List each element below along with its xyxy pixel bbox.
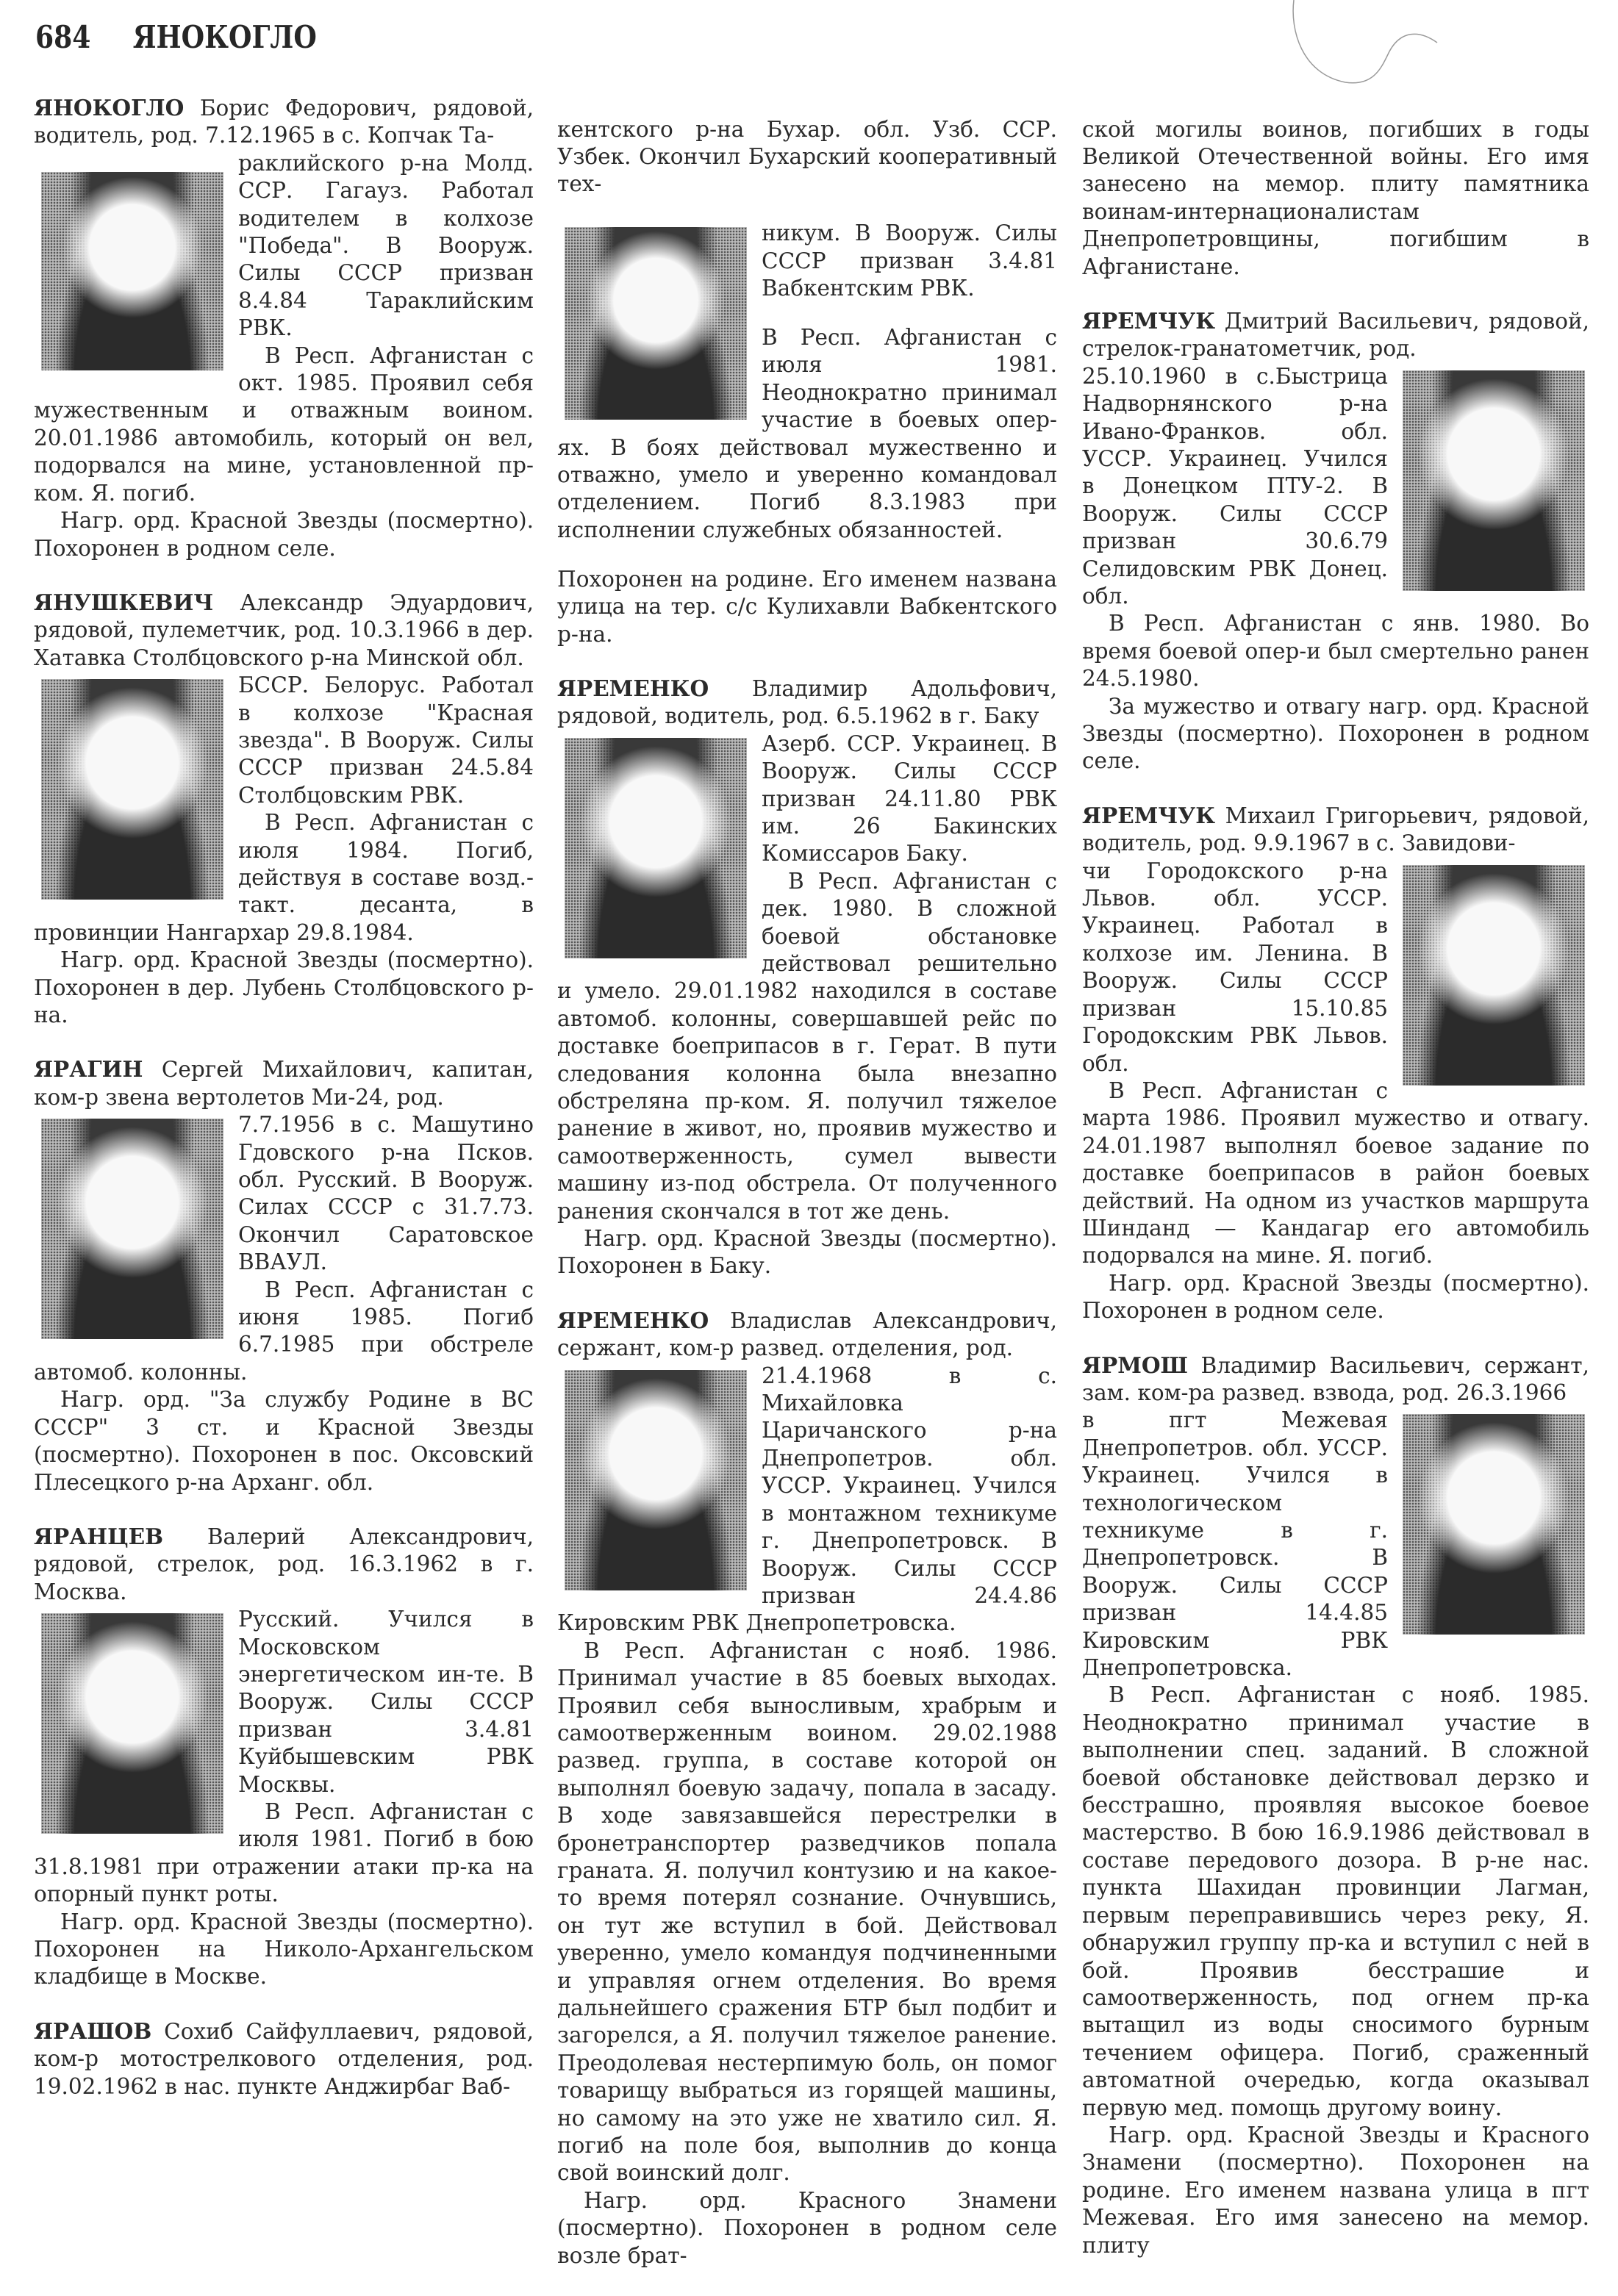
entry-service: В Респ. Афганистан с июля 1981. Неоднократно принимал участие в боевых опер-ях. В боях действовал мужественно и отважно, умело и уверенно командовал отделением. Погиб 8.3.1983 при исполнении служебных обязанностей. [557, 324, 1057, 542]
entry-awards: Нагр. орд. Красной Звезды (посмертно). Похоронен на Николо-Архангельском кладбище в Москве. [34, 1909, 534, 1990]
entry-lead: 7.7.1956 в с. Машутино Гдовского р-на Псков. обл. Русский. В Вооруж. Силах СССР с 31.7.73. Окончил Саратовское ВВАУЛ. [238, 1112, 534, 1275]
entry-lead: 21.4.1968 в с. Михайловка Царичанского р-на Днепропетров. обл. УССР. Украинец. Учился в монтажном техникуме г. Днепропетровск. В Вооруж. Силы СССР призван 24.4.86 Кировским РВК Днепропетровска. [557, 1363, 1057, 1636]
entry-yaragin [34, 1055, 534, 1496]
column-2 [557, 94, 1057, 2296]
entry-lead: никум. В Вооруж. Силы СССР призван 3.4.81 Вабкентским РВК. [762, 220, 1057, 301]
entry-yarmosh [1082, 1352, 1589, 2259]
entry-surname: ЯРАШОВ [34, 2017, 152, 2044]
entry-surname: ЯРАГИН [34, 1056, 143, 1083]
entry-lead-start: Владимир Васильевич, сержант, зам. ком-ра развед. взвода, род. 26.3.1966 [1082, 1352, 1589, 1405]
entry-awards: За мужество и отвагу нагр. орд. Красной Звезды (посмертно). Похоронен в родном селе. [1082, 693, 1589, 774]
entry-yarashov-continued [557, 116, 1057, 648]
entry-lead: Русский. Учился в Московском энергетическом ин-те. В Вооруж. Силы СССР призван 3.4.81 Куйбышевским РВК Москвы. [238, 1607, 534, 1797]
entry-awards: Нагр. орд. Красной Звезды (посмертно). Похоронен в родном селе. [34, 508, 534, 561]
entry-lead: в пгт Межевая Днепропетров. обл. УССР. Украинец. Учился в технологическом техникуме в г. Днепропетровск. В Вооруж. Силы СССР призван 14.4.85 Кировским РВК Днепропетровска. [1082, 1407, 1388, 1681]
entry-service: В Респ. Афганистан с нояб. 1986. Принимал участие в 85 боевых выходах. Проявил себя выносливым, храбрым и самоотверженным воином. 29.02.1988 развед. группа, в составе которой он выполнял боевую задачу, попала в засаду. В ходе завязавшейся перестрелки в бронетранспортер разведчиков попала граната. Я. получил контузию и на какое-то время потерял сознание. Очнувшись, он тут же вступил в бой. Действовал уверенно, умело командуя подчиненными и управляя огнем отделения. Во время дальнейшего сражения БТР был подбит и загорелся, а Я. получил тяжелое ранение. Преодолевая нестерпимую боль, он помог товарищу выбраться из горящей машины, но самому на это уже не хватило сил. Я. погиб на поле боя, выполнив до конца свой воинский долг. [557, 1637, 1057, 2186]
entry-surname: ЯНУШКЕВИЧ [34, 589, 214, 615]
portrait-photo [565, 738, 747, 958]
column-1 [34, 94, 534, 2127]
entry-surname: ЯРЕМЕНКО [557, 675, 709, 701]
entry-lead-start: Александр Эдуардович, рядовой, пулеметчик, род. 10.3.1966 в дер. Хатавка Столбцовского р-на Минской обл. [34, 589, 534, 670]
entry-service: В Респ. Афганистан с янв. 1980. Во время боевой опер-и был смертельно ранен 24.5.1980. [1082, 611, 1589, 692]
continuation-first-lines: кентского р-на Бухар. обл. Узб. ССР. Узбек. Окончил Бухарский кооперативный тех- [557, 116, 1057, 197]
entry-yanushkevich [34, 589, 534, 1030]
entry-yaremenko-vladislav [557, 1307, 1057, 2270]
entry-awards: Нагр. орд. Красной Звезды (посмертно). Похоронен в дер. Лубень Столбцовского р-на. [34, 947, 534, 1027]
page-header [35, 19, 317, 55]
entry-yarashov [34, 2017, 534, 2101]
entry-lead: Азерб. ССР. Украинец. В Вооруж. Силы СССР призван 24.11.80 РВК им. 26 Бакинских Комиссаров Баку. [762, 731, 1057, 867]
entry-lead-start: Владислав Александрович, сержант, ком-р развед. отделения, род. [557, 1307, 1057, 1361]
entry-awards: Нагр. орд. Красной Звезды (посмертно). Похоронен в Баку. [557, 1226, 1057, 1279]
continuation-text: ской могилы воинов, погибших в годы Великой Отечественной войны. Его имя занесено на мемор. плиту памятника воинам-интернационалистам Днепропетровщины, погибшим в Афганистане. [1082, 116, 1589, 279]
entry-lead: 25.10.1960 в с.Быстрица Надворнянского р-на Ивано-Франков. обл. УССР. Украинец. Учился в Донецком ПТУ-2. В Вооруж. Силы СССР призван 30.6.79 Селидовским РВК Донец. обл. [1082, 363, 1388, 609]
entry-surname: ЯРМОШ [1082, 1352, 1188, 1378]
portrait-photo [565, 227, 747, 420]
entry-service: В Респ. Афганистан с дек. 1980. В сложной боевой обстановке действовал решительно и умело. 29.01.1982 находился в составе автомоб. колонны, совершавшей рейс по доставке боеприпасов в г. Герат. В пути следования колонна была внезапно обстреляна пр-ком. Я. получил тяжелое ранение в живот, но, проявив мужество и самоотверженность, сумел вывести машину из-под обстрела. От полученного ранения скончался в тот же день. [557, 868, 1057, 1224]
entry-surname: ЯРЕМЕНКО [557, 1307, 709, 1333]
entry-surname: ЯРЕМЧУК [1082, 802, 1216, 828]
entry-lead: БССР. Белорус. Работал в колхозе "Красная звезда". В Вооруж. Силы СССР призван 24.5.84 Столбцовским РВК. [238, 672, 534, 808]
entry-service: В Респ. Афганистан с нояб. 1985. Неоднократно принимал участие в выполнении спец. заданий. В сложной боевой обстановке действовал дерзко и бесстрашно, проявляя высокое боевое мастерство. В бою 16.9.1986 действовал в составе передового дозора. В р-не нас. пункта Шахидан провинции Лагман, первым переправившись через реку, Я. обнаружил группу пр-ка и вступил с ней в бой. Проявив бесстрашие и самоотверженность, под огнем пр-ка вытащил из воды сносимого бурным течением офицера. Погиб, сраженный автоматной очередью, когда оказывал первую мед. помощь другому воину. [1082, 1682, 1589, 2120]
entry-lead-start: Михаил Григорьевич, рядовой, водитель, род. 9.9.1967 в с. Завидови- [1082, 803, 1589, 856]
entry-surname: ЯНОКОГЛО [34, 95, 185, 121]
entry-awards: Нагр. орд. Красного Знамени (посмертно). Похоронен в родном селе возле брат- [557, 2187, 1057, 2268]
running-head: ЯНОКОГЛО [132, 19, 317, 55]
entry-surname: ЯРАНЦЕВ [34, 1523, 164, 1549]
portrait-photo [41, 679, 223, 900]
portrait-photo [41, 1119, 223, 1339]
column-3 [1082, 94, 1589, 2286]
entry-burial: Похоронен на родине. Его именем названа улица на тер. с/с Кулихавли Вабкентского р-на. [557, 566, 1057, 647]
entry-lead: Сохиб Сайфуллаевич, рядовой, ком-р мотострелкового отделения, род. 19.02.1962 в нас. пункте Анджирбаг Ваб- [34, 2018, 534, 2099]
entry-service: В Респ. Афганистан с июня 1985. Погиб 6.7.1985 при обстреле автомоб. колонны. [34, 1277, 534, 1385]
entry-yanokoglo [34, 94, 534, 562]
portrait-photo [1403, 370, 1585, 591]
entry-service: В Респ. Афганистан с июля 1984. Погиб, действуя в составе возд.-такт. десанта, в провинции Нангархар 29.8.1984. [34, 810, 534, 945]
entry-lead: чи Городокского р-на Львов. обл. УССР. Украинец. Работал в колхозе им. Ленина. В Вооруж. Силы СССР призван 15.10.85 Городокским РВК Львов. обл. [1082, 858, 1388, 1076]
entry-lead-start: Сергей Михайлович, капитан, ком-р звена вертолетов Ми-24, род. [34, 1057, 534, 1110]
page-number: 684 [35, 19, 91, 55]
portrait-photo [1403, 865, 1585, 1086]
entry-awards: Нагр. орд. Красной Звезды (посмертно). Похоронен в родном селе. [1082, 1270, 1589, 1324]
portrait-photo [565, 1370, 747, 1590]
entry-lead-start: Дмитрий Васильевич, рядовой, стрелок-гранатометчик, род. [1082, 308, 1589, 362]
entry-service: В Респ. Афганистан с окт. 1985. Проявил себя мужественным и отважным воином. 20.01.1986 автомобиль, который он вел, подорвался на мине, установленной пр-ком. Я. погиб. [34, 342, 534, 506]
portrait-photo [41, 1613, 223, 1834]
entry-yaremenko-continued [1082, 116, 1589, 281]
portrait-photo [41, 172, 223, 370]
pen-mark-icon [1250, 0, 1441, 88]
entry-lead: раклийского р-на Молд. ССР. Гагауз. Работал водителем в колхозе "Победа". В Вооруж. Силы СССР призван 8.4.84 Тараклийским РВК. [238, 150, 534, 341]
entry-lead-start: Борис Федорович, рядовой, водитель, род. 7.12.1965 в с. Копчак Та- [34, 96, 534, 148]
entry-service: В Респ. Афганистан с июля 1981. Погиб в бою 31.8.1981 при отражении атаки пр-ка на опорный пункт роты. [34, 1798, 534, 1907]
entry-lead-start: Владимир Адольфович, рядовой, водитель, род. 6.5.1962 в г. Баку [557, 675, 1057, 729]
entry-service: В Респ. Афганистан с марта 1986. Проявил мужество и отвагу. 24.01.1987 выполнял боевое задание по доставке боеприпасов в район боевых действий. На одном из участков маршрута Шинданд — Кандагар его автомобиль подорвался на мине. Я. погиб. [1082, 1077, 1589, 1269]
entry-awards: Нагр. орд. "За службу Родине в ВС СССР" 3 ст. и Красной Звезды (посмертно). Похоронен в пос. Оксовский Плесецкого р-на Арханг. обл. [34, 1387, 534, 1495]
entry-awards: Нагр. орд. Красной Звезды и Красного Знамени (посмертно). Похоронен на родине. Его именем названа улица в пгт Межевая. Его имя занесено на мемор. плиту [1082, 2122, 1589, 2258]
entry-yaremchuk-mikhail [1082, 802, 1589, 1325]
entry-yarantsev [34, 1523, 534, 1991]
entry-surname: ЯРЕМЧУК [1082, 307, 1216, 334]
entry-yaremchuk-dmitry [1082, 307, 1589, 775]
portrait-photo [1403, 1414, 1585, 1635]
entry-yaremenko-vladimir [557, 675, 1057, 1280]
entry-lead-start: Валерий Александрович, рядовой, стрелок, род. 16.3.1962 в г. Москва. [34, 1524, 534, 1604]
